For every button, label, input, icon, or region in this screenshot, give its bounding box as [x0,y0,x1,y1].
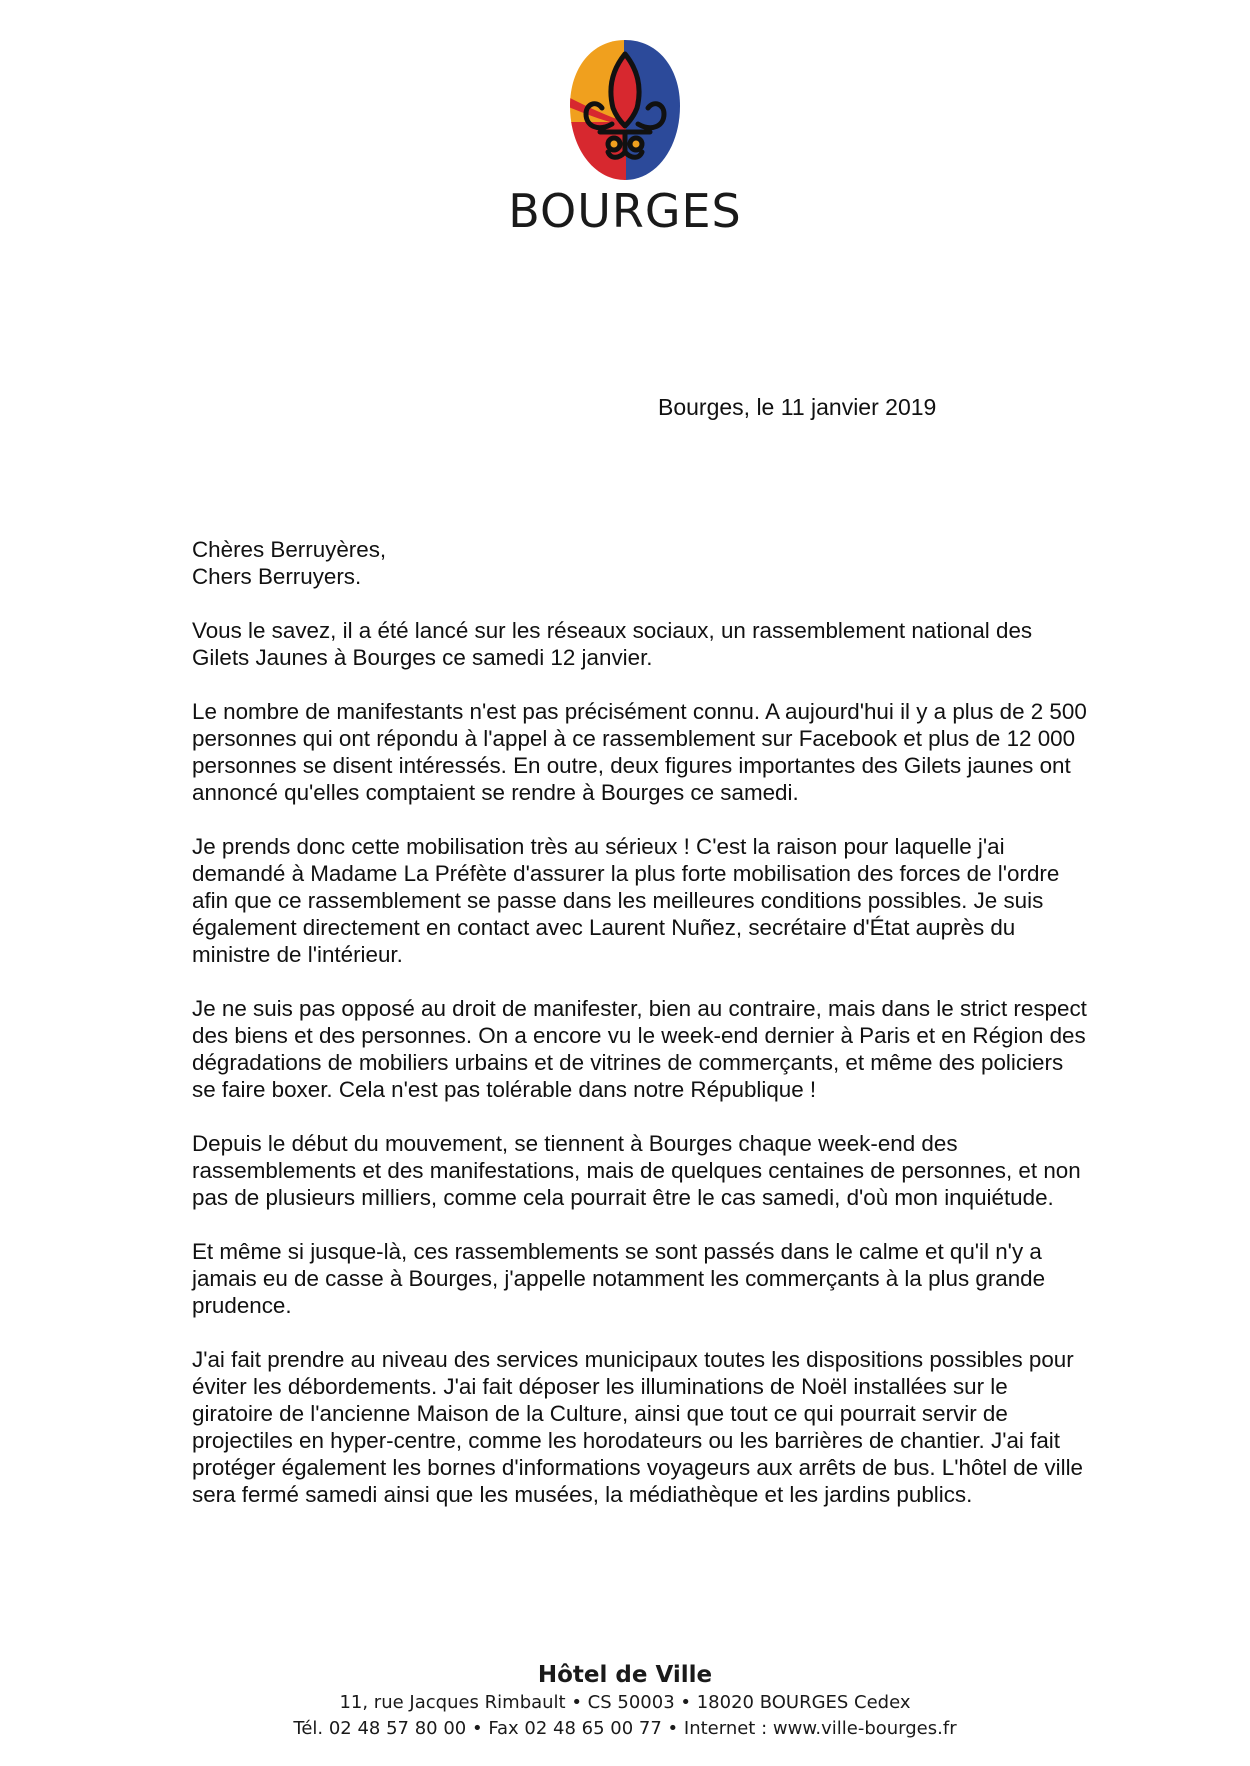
salutation-line: Chères Berruyères, [192,537,387,562]
paragraph: Vous le savez, il a été lancé sur les réseaux sociaux, un rassemblement national des Gilets Jaunes à Bourges ce samedi 12 janvier. [192,618,1033,670]
footer-title: Hôtel de Ville [537,1662,713,1688]
paragraph: Je ne suis pas opposé au droit de manifester, bien au contraire, mais dans le strict respect des biens et des personnes. On a encore vu le week-end dernier à Paris et en Région des dégradations de mobiliers urbains et de vitrines de commerçants, et même des policiers se faire boxer. Cela n'est pas tolérable dans notre République ! [192,996,1087,1102]
letterhead-footer [0,1662,1250,1742]
city-name: BOURGES [508,184,742,238]
footer-contact: Tél. 02 48 57 80 00 • Fax 02 48 65 00 77 • Internet : www.ville-bourges.fr [293,1717,957,1739]
footer-address: 11, rue Jacques Rimbault • CS 50003 • 18020 BOURGES Cedex [339,1691,911,1713]
fleur-de-lis-emblem-icon [566,36,684,184]
paragraph: Le nombre de manifestants n'est pas précisément connu. A aujourd'hui il y a plus de 2 500 personnes qui ont répondu à l'appel à ce rassemblement sur Facebook et plus de 12 000 personnes se disent intéressés. En outre, deux figures importantes des Gilets jaunes ont annoncé qu'elles comptaient se rendre à Bourges ce samedi. [192,699,1087,805]
salutation-line: Chers Berruyers. [192,564,362,589]
salutation [192,536,1092,590]
paragraph: Depuis le début du mouvement, se tiennent à Bourges chaque week-end des rassemblements et des manifestations, mais de quelques centaines de personnes, et non pas de plusieurs milliers, comme cela pourrait être le cas samedi, d'où mon inquiétude. [192,1131,1081,1210]
city-logo [470,36,780,246]
paragraph: J'ai fait prendre au niveau des services municipaux toutes les dispositions possibles pour éviter les débordements. J'ai fait déposer les illuminations de Noël installées sur le giratoire de l'ancienne Maison de la Culture, ainsi que tout ce qui pourrait servir de projectiles en hyper-centre, comme les horodateurs ou les barrières de chantier. J'ai fait protéger également les bornes d'informations voyageurs aux arrêts de bus. L'hôtel de ville sera fermé samedi ainsi que les musées, la médiathèque et les jardins publics. [192,1347,1084,1507]
letter-date: Bourges, le 11 janvier 2019 [658,394,937,420]
paragraph: Et même si jusque-là, ces rassemblements se sont passés dans le calme et qu'il n'y a jamais eu de casse à Bourges, j'appelle notamment les commerçants à la plus grande prudence. [192,1239,1046,1318]
paragraph: Je prends donc cette mobilisation très au sérieux ! C'est la raison pour laquelle j'ai demandé à Madame La Préfète d'assurer la plus forte mobilisation des forces de l'ordre afin que ce rassemblement se passe dans les meilleures conditions possibles. Je suis également directement en contact avec Laurent Nuñez, secrétaire d'État auprès du ministre de l'intérieur. [192,834,1060,967]
letter-body [192,536,1092,1535]
